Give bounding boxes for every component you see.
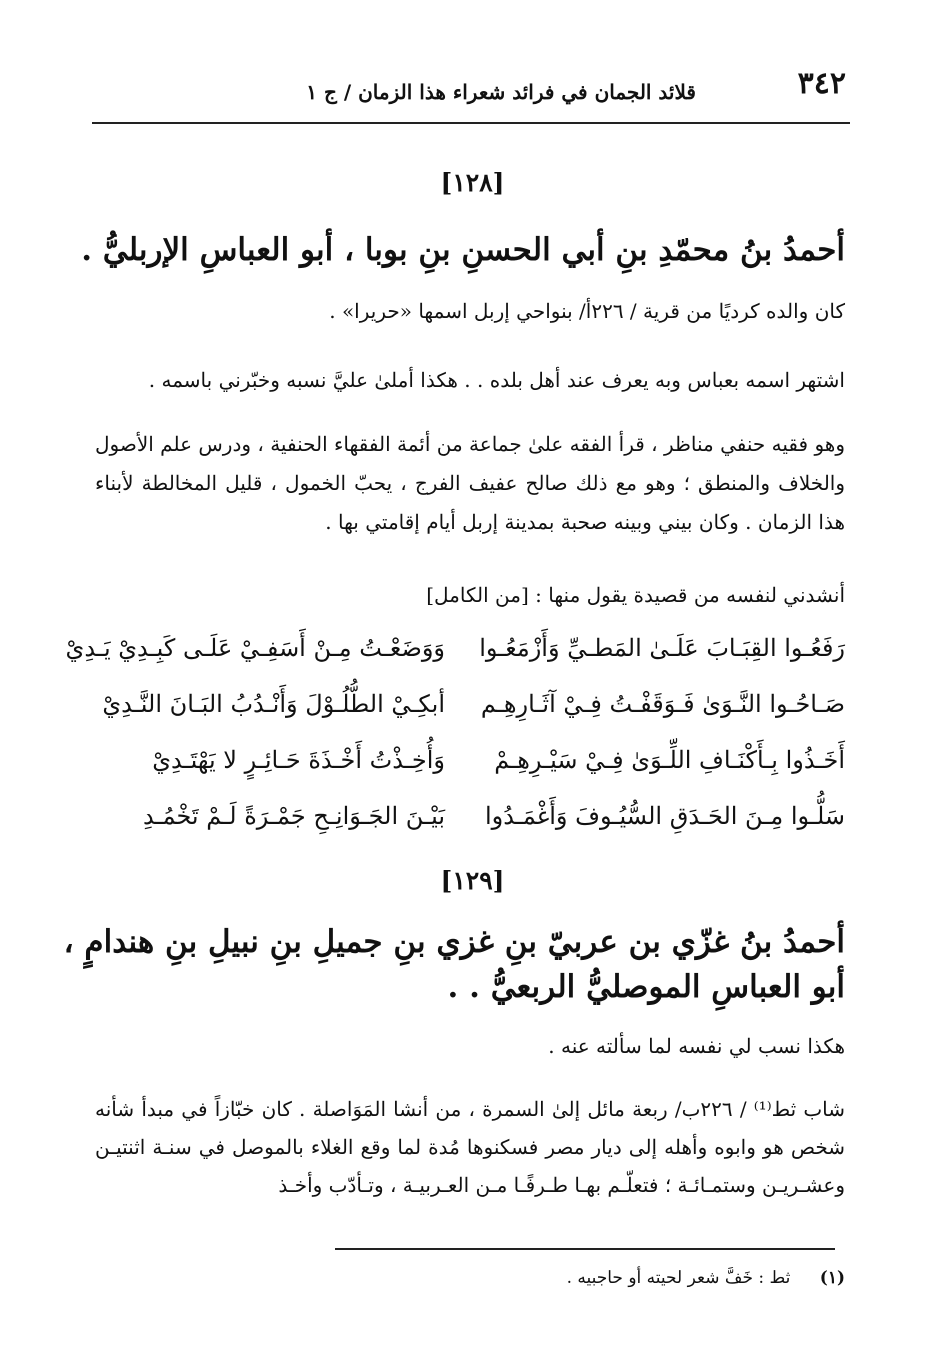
entry-title-129-line2: أبو العباسِ الموصليُّ الربعيُّ . . [447, 969, 845, 1005]
running-title: قلائد الجمان في فرائد شعراء هذا الزمان / ج ١ [306, 80, 696, 104]
entry-title-129-line1: أحمدُ بنُ غزّي بن عربيّ بنِ غزي بنِ جميلِ بنِ نبيلِ بنِ هندامٍ ، [63, 924, 845, 960]
verse-second-hemistich: بَيْـنَ الجَـوَانِـحِ جَمْـرَةً لَـمْ تَخْمُـدِ [142, 802, 445, 830]
verse-first-hemistich: أَخَـذُوا بِـأَكْنَـافِ اللِّـوَىٰ فِـيْ سَيْـرِهِـمْ [494, 746, 845, 774]
verse-first-hemistich: رَفَعُـوا القِبَـابَ عَلَـىٰ المَطـيِّ وَأَزْمَعُـوا [479, 634, 845, 662]
verse-second-hemistich: أبكِـيْ الطُّلُـوْلَ وَأَنْـدُبُ البَـانَ النَّـدِيْ [102, 690, 445, 718]
paragraph: وهو فقيه حنفي مناظر ، قرأ الفقه علىٰ جماعة من أئمة الفقهاء الحنفية ، ودرس علم الأصول والخلاف والمنطق ؛ وهو مع ذلك صالح عفيف الفرج ، يحبّ الخمول ، قليل المخالطة لأبناء هذا الزمان . وكان بيني وبينه صحبة بمدينة إربل أيام إقامتي بها . [95, 432, 845, 534]
verse-first-hemistich: صَـاحُـوا النَّـوَىٰ فَـوَقَفْـتُ فِـيْ آثَـارِهِـم [480, 690, 845, 718]
entry-number-129: [١٢٩] [440, 866, 505, 895]
page-header [92, 58, 846, 110]
paragraph: اشتهر اسمه بعباس وبه يعرف عند أهل بلده . . هكذا أملىٰ عليَّ نسبه وخبّرني باسمه . [148, 368, 845, 392]
footnote [567, 1268, 845, 1288]
verse-second-hemistich: وَأُخِـذْتُ أَخْـذَةَ حَـائِـرٍ لا يَهْتَـدِيْ [152, 746, 445, 774]
paragraph: كان والده كرديًا من قرية / ٢٢٦أ/ بنواحي إربل اسمها «حريرا» . [329, 299, 845, 323]
verse-first-hemistich: سَلُّـوا مِـنَ الحَـدَقِ السُّيُـوفَ وَأَغْمَـدُوا [484, 802, 845, 830]
page-number: ٣٤٢ [797, 66, 846, 101]
entry-title-128: أحمدُ بنُ محمّدِ بنِ أبي الحسنِ بنِ بوبا ، أبو العباسِ الإربليُّ . [81, 232, 845, 268]
header-divider [92, 122, 850, 124]
footnote-text: ثط : خَفَّ شعر لحيته أو حاجبيه . [566, 1268, 791, 1288]
paragraph: شاب ثط⁽¹⁾ / ٢٢٦ب/ ربعة مائل إلىٰ السمرة ، من أنشا المَوَاصلة . كان خبّازاً في مبدأ شأنه شخص هو وابوه وأهله إلى ديار مصر فسكنوها مُدة لما وقع الغلاء بالموصل في سنـة اثنتيـن وعشـريـن وستمـائـة ؛ فتعلّـم بهـا طـرفًـا مـن العـربيـة ، وتـأدّب وأخـذ [95, 1097, 846, 1197]
paragraph: هكذا نسب لي نفسه لما سألته عنه . [548, 1034, 845, 1058]
entry-number-128: [١٢٨] [440, 168, 505, 197]
footnote-number: (١) [819, 1268, 845, 1288]
footnote-divider [335, 1248, 835, 1250]
paragraph: أنشدني لنفسه من قصيدة يقول منها : [من الكامل] [426, 583, 845, 607]
verse-second-hemistich: وَوَضَعْـتُ مِـنْ أَسَفِـيْ عَلَـى كَبِـدِيْ يَـدِيْ [65, 634, 445, 662]
